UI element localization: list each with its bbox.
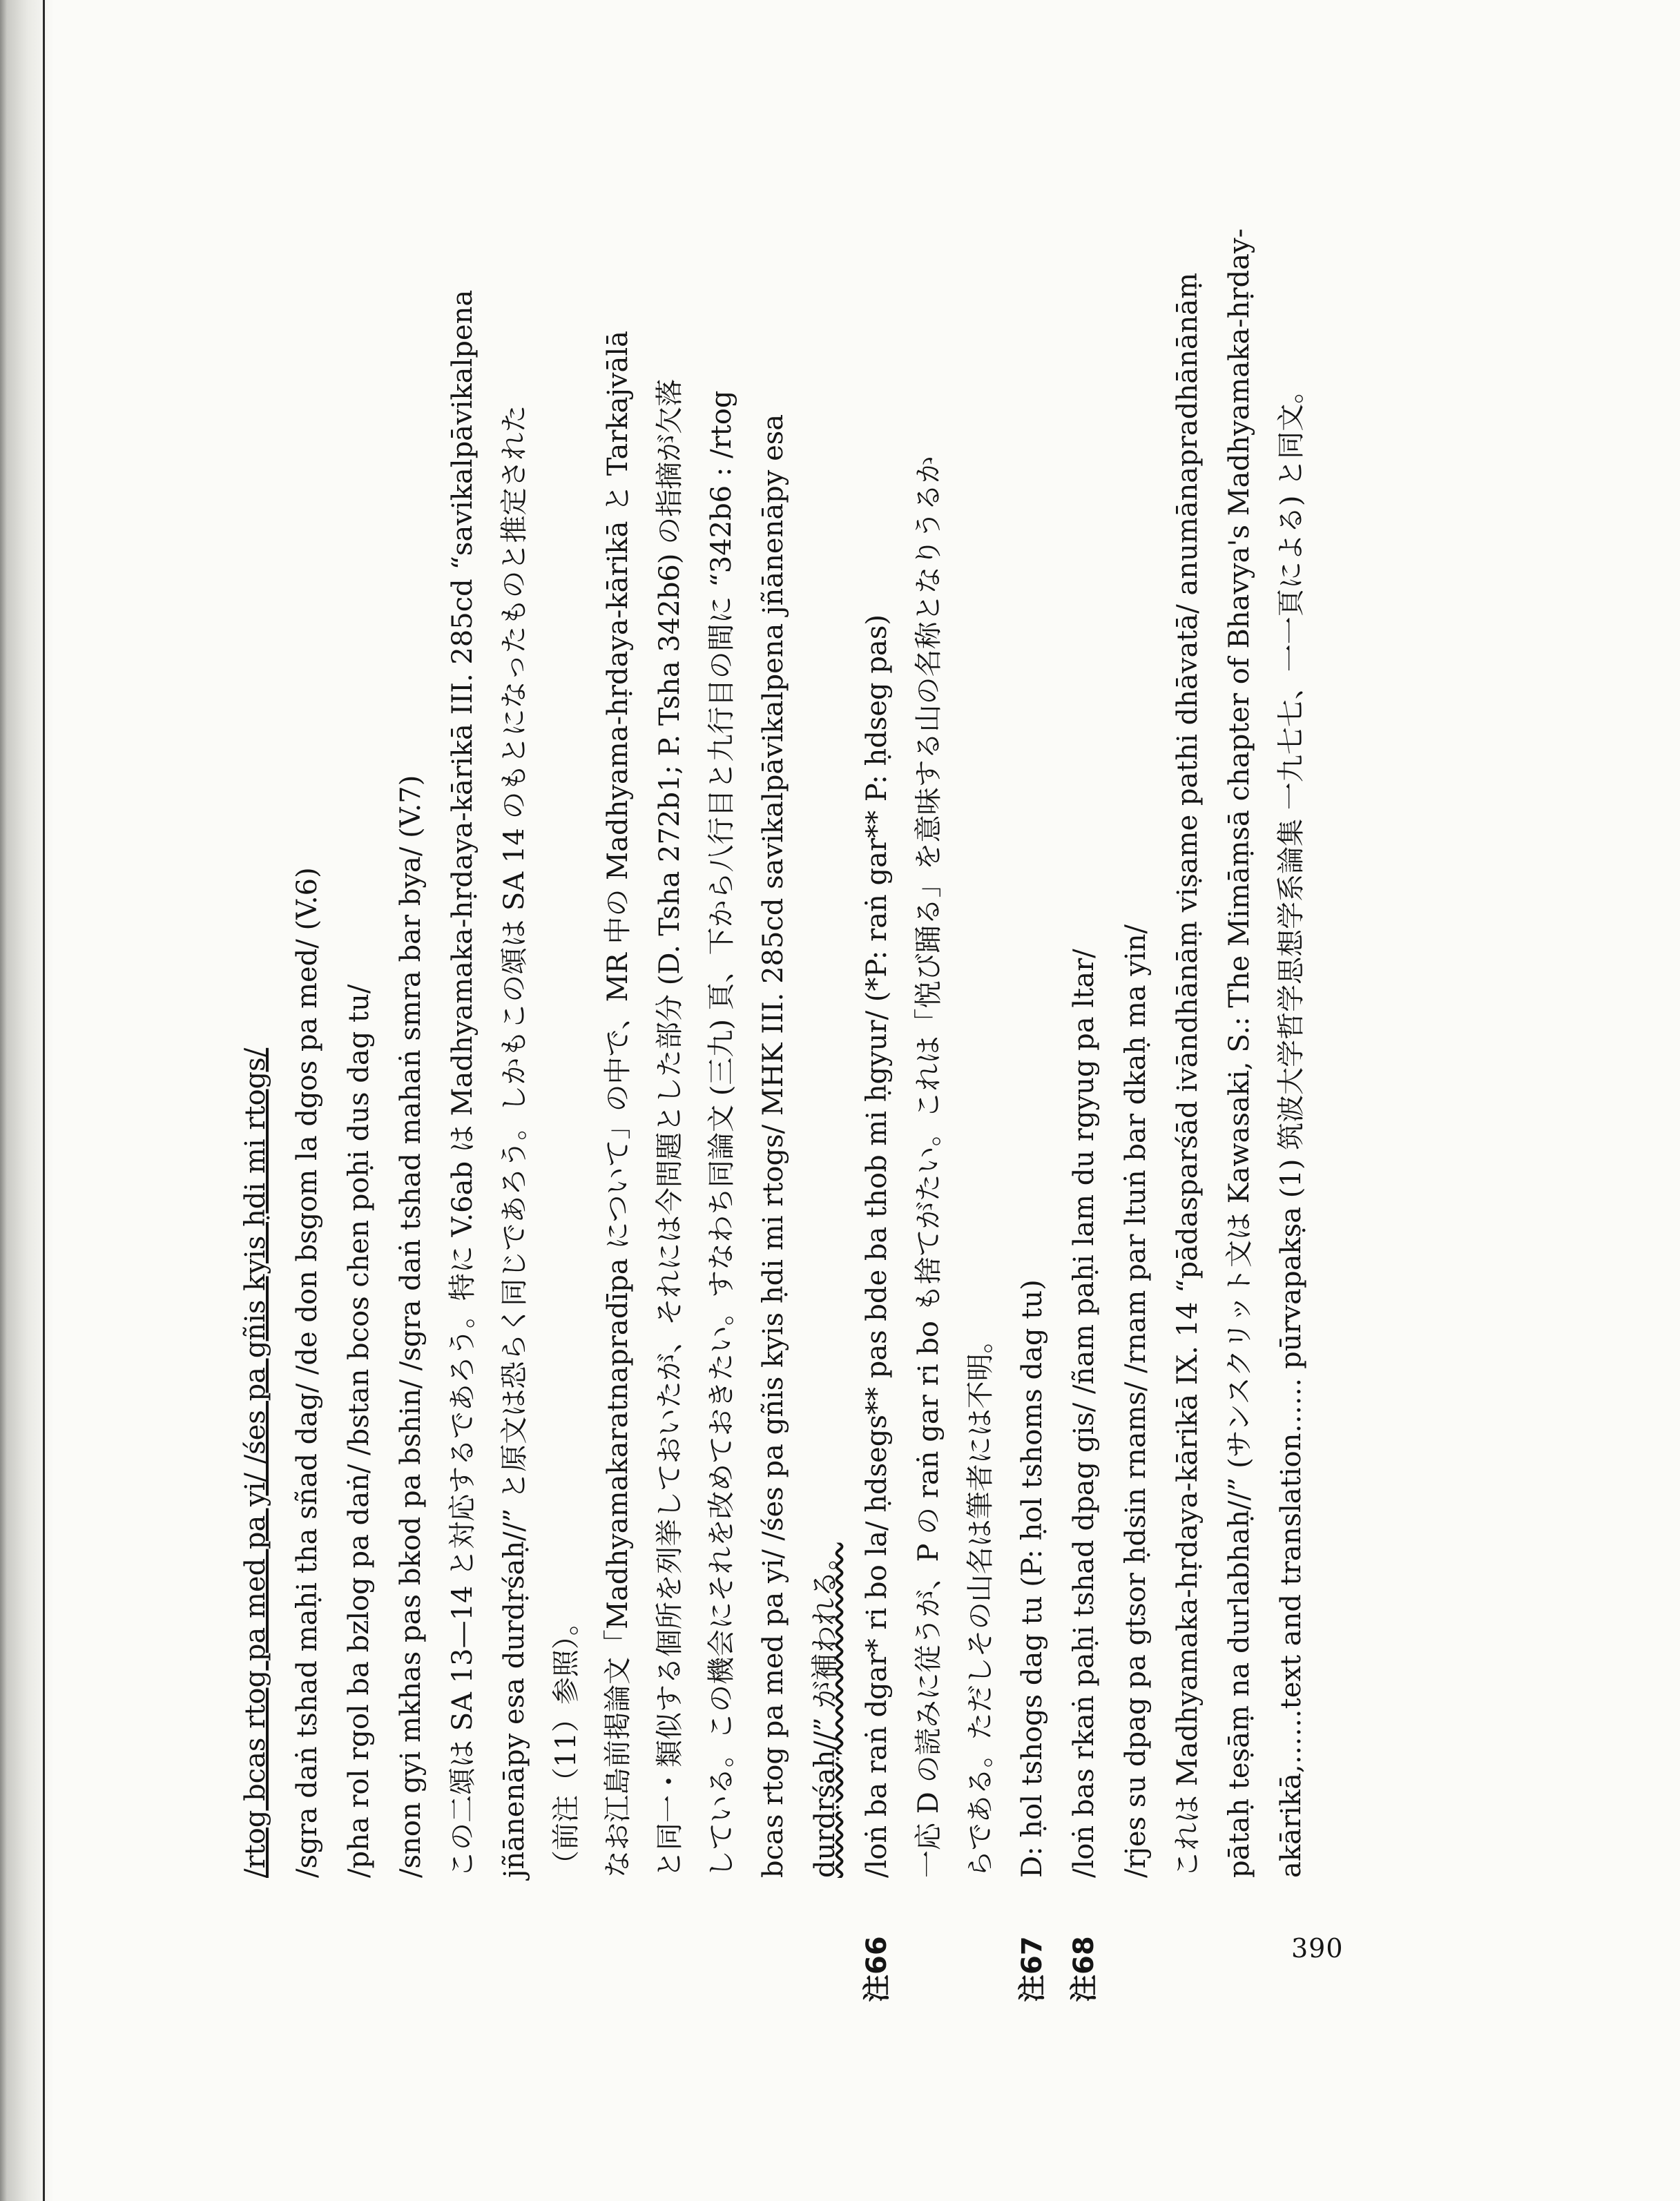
note-label-67: 注67 — [1016, 1936, 1048, 2002]
text-line: している。この機会にそれを改めておきたい。すなわち同論文 (三九) 頁、下から八行目と九行目の間に “342b6 : /rtog — [706, 390, 737, 1878]
rotated-text-block — [235, 207, 1367, 2002]
text-line: らである。ただしその山名は筆者には不明。 — [965, 1326, 996, 1878]
text-line: D: ḥol tshogs dag tu (P: ḥol tshoms dag tu) — [1016, 1279, 1048, 1878]
text-line: akārikā,……text and translation…… pūrvapakṣa (1) 筑波大学哲学思想学系論集 一九七七、一一頁による) と同文。 — [1275, 376, 1307, 1878]
text-line: /pha rol rgol ba bzlog pa daṅ/ /bstan bcos chen poḥi dus dag tu/ — [343, 984, 375, 1878]
note-label-66: 注66 — [861, 1936, 893, 2002]
text-line: jñānenāpy esa durdṛśaḥ//” と原文は恐らく同じであろう。しかもこの頌は SA 14 のもとになったものと推定された — [499, 405, 530, 1878]
text-line: bcas rtog pa med pa yi/ /śes pa gñis kyis ḥdi mi rtogs/ MHK III. 285cd savikalpāvikalpena jñānenāpy esa — [757, 414, 789, 1878]
text-line: これは Madhyamaka-hṛdaya-kārikā IX. 14 “pādasparśād ivāndhānāṃ viṣame pathi dhāvatā/ anumānapradhānānāṃ — [1172, 272, 1204, 1878]
text-line: /snon gyi mkhas pas bkod pa bshin/ /sgra daṅ tshad mahaṅ smra bar bya/ (V.7) — [395, 775, 427, 1878]
scan-shadow — [0, 0, 54, 2201]
text-line: /loṅ ba raṅ dgar* ri bo la/ ḥdsegs** pas bde ba thob mi ḥgyur/ (*P: raṅ gar** P: ḥdseg pas) — [861, 614, 893, 1878]
text-line: pātaḥ teṣāṃ na durlabhaḥ//” (サンスクリット文は Kawasaki, S.: The Mimāṃsā chapter of Bhavya's Madhyamaka-hṛday- — [1224, 228, 1255, 1878]
text-line: と同一・類似する個所を列挙しておいたが、それには今問題とした部分 (D. Tsha 272b1; P. Tsha 342b6) の指摘が欠落 — [654, 378, 686, 1878]
text-line: 一応 D の読みに従うが、P の raṅ gar ri bo も捨てがたい。これは「悦び踊る」を意味する山の名称となりうるか — [913, 456, 945, 1878]
text-line: /rjes su dpag pa gtsor ḥdsin rnams/ /rnam par ltuṅ bar dkaḥ ma yin/ — [1120, 924, 1152, 1878]
text-line: /sgra daṅ tshad maḥi tha sñad dag/ /de don bsgom la dgos pa med/ (V.6) — [291, 867, 323, 1878]
text-line: （前注（11）参照）。 — [550, 1608, 582, 1878]
page-number: 390 — [1291, 1933, 1344, 1964]
text-line: /loṅ bas rkaṅ paḥi tshad dpag gis/ /ñam paḥi lam du rgyug pa ltar/ — [1068, 949, 1100, 1878]
text-line: /rtog bcas rtog pa med pa yi/ /śes pa gñis kyis ḥdi mi rtogs/ — [240, 1047, 271, 1878]
text-line: この二頌は SA 13—14 と対応するであろう。特に V.6ab は Madhyamaka-hṛdaya-kārikā III. 285cd “savikalpāvikalpena — [447, 289, 479, 1878]
text-line: durdṛśaḥ//” が補われる。 — [809, 1542, 841, 1878]
text-line: なお江島前掲論文「Madhyamakaratnapradīpa について」の中で、MR 中の Madhyama-hṛdaya-kārikā と Tarkajvālā — [602, 330, 634, 1878]
scan-border-line — [43, 0, 45, 2201]
note-label-68: 注68 — [1068, 1936, 1100, 2002]
